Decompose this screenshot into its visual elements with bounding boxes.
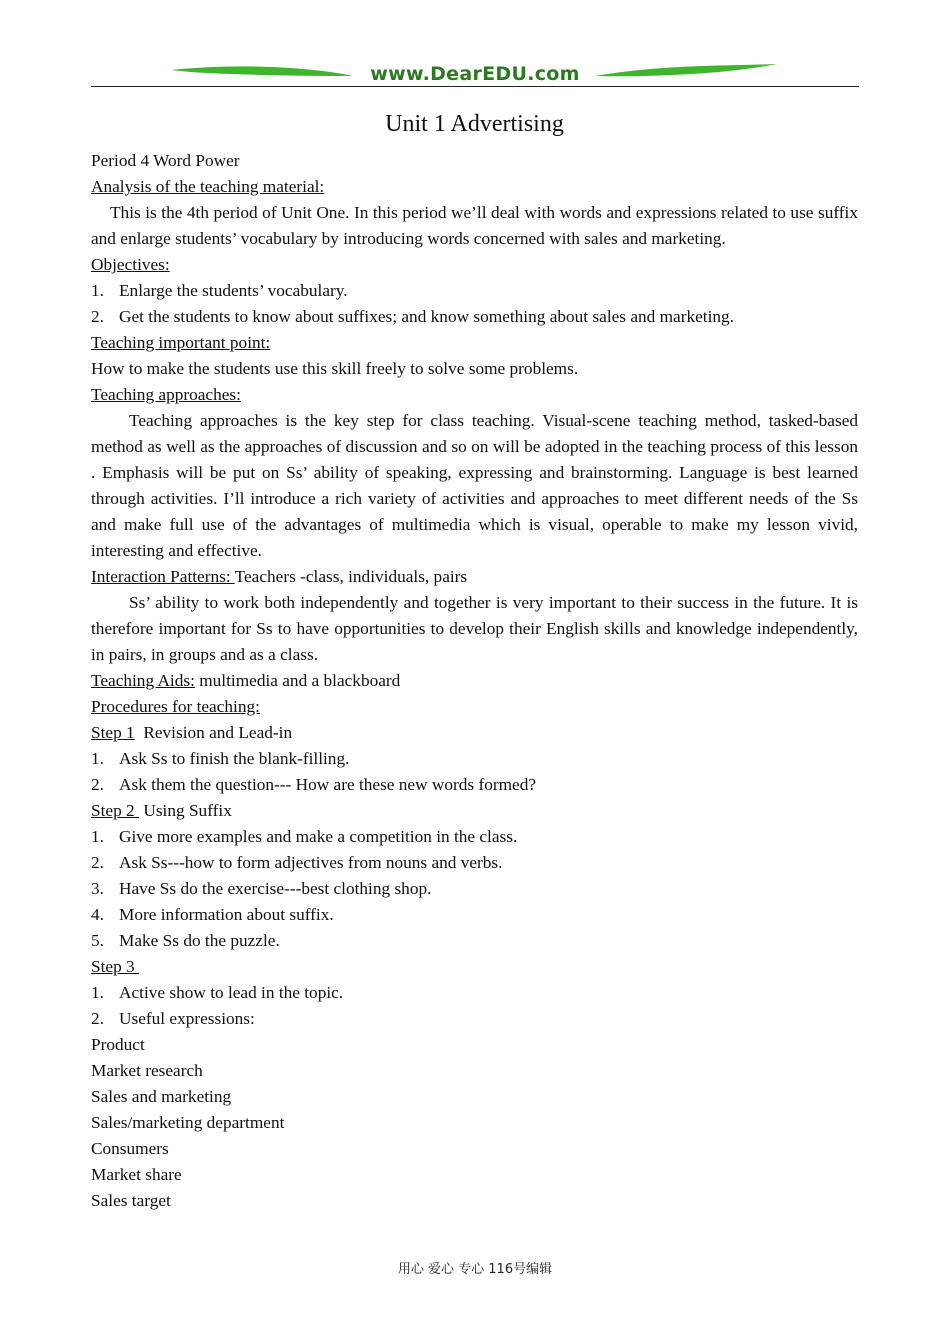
list-item: 2. Useful expressions:	[91, 1009, 255, 1028]
step-2: Step 2 Using Suffix	[91, 801, 232, 820]
aids-value: multimedia and a blackboard	[194, 671, 401, 690]
important-point-text: How to make the students use this skill freely to solve some problems.	[91, 359, 579, 378]
list-item: 3. Have Ss do the exercise---best clothing shop.	[91, 879, 432, 898]
page-footer: 用心 爱心 专心 116号编辑	[397, 1262, 553, 1277]
list-item: 1. Enlarge the students’ vocabulary.	[91, 281, 348, 300]
step-3: Step 3	[91, 957, 140, 976]
expression-item: Market share	[91, 1165, 182, 1184]
expression-item: Sales target	[91, 1191, 171, 1210]
expression-item: Consumers	[91, 1139, 169, 1158]
aids-line	[91, 668, 858, 694]
approaches-heading: Teaching approaches:	[91, 385, 241, 404]
list-item: 2. Ask them the question--- How are these new words formed?	[91, 775, 537, 794]
period-line: Period 4 Word Power	[91, 151, 240, 170]
approaches-text: Teaching approaches is the key step for class teaching. Visual-scene teaching method, tasked-based method as well as the approaches of discussion and so on will be adopted in the teaching process of this lesson . Emphasis will be put on Ss’ ability of speaking, expressing and brainstorming. Language is best learned through activities. I’ll introduce a rich variety of activities and approaches to meet different needs of the Ss and make full use of the advantages of multimedia which is visual, operable to make my lesson vivid, interesting and effective.	[91, 411, 858, 560]
interaction-text: Ss’ ability to work both independently and together is very important to their success in the future. It is therefore important for Ss to have opportunities to develop their English skills and knowledge independently, in pairs, in groups and as a class.	[91, 593, 858, 664]
list-item: 1. Give more examples and make a competition in the class.	[91, 827, 518, 846]
expression-item: Product	[91, 1035, 145, 1054]
list-item: 1. Active show to lead in the topic.	[91, 983, 344, 1002]
expression-item: Sales and marketing	[91, 1087, 232, 1106]
list-item: 2. Get the students to know about suffixes; and know something about sales and marketing.	[91, 307, 734, 326]
page-title: Unit 1 Advertising	[385, 111, 564, 137]
list-item: 2. Ask Ss---how to form adjectives from nouns and verbs.	[91, 853, 503, 872]
list-item: 4. More information about suffix.	[91, 905, 334, 924]
procedures-heading: Procedures for teaching:	[91, 697, 260, 716]
interaction-value: Teachers -class, individuals, pairs	[234, 567, 468, 586]
analysis-text: This is the 4th period of Unit One. In this period we’ll deal with words and expressions related to use suffix and enlarge students’ vocabulary by introducing words concerned with sales and marketing.	[91, 203, 858, 248]
list-item: 5. Make Ss do the puzzle.	[91, 931, 280, 950]
page-header	[91, 62, 859, 90]
expression-item: Sales/marketing department	[91, 1113, 285, 1132]
interaction-heading: Interaction Patterns:	[91, 567, 235, 586]
aids-heading: Teaching Aids:	[91, 671, 195, 690]
interaction-line	[91, 564, 858, 590]
analysis-heading: Analysis of the teaching material:	[91, 177, 325, 196]
header-rule	[91, 86, 859, 87]
expression-item: Market research	[91, 1061, 203, 1080]
document-body	[91, 108, 858, 1214]
logo-text: www.DearEDU.com	[370, 63, 580, 85]
objectives-heading: Objectives:	[91, 255, 170, 274]
step-1: Step 1 Revision and Lead-in	[91, 723, 293, 742]
important-point-heading: Teaching important point:	[91, 333, 271, 352]
list-item: 1. Ask Ss to finish the blank-filling.	[91, 749, 350, 768]
